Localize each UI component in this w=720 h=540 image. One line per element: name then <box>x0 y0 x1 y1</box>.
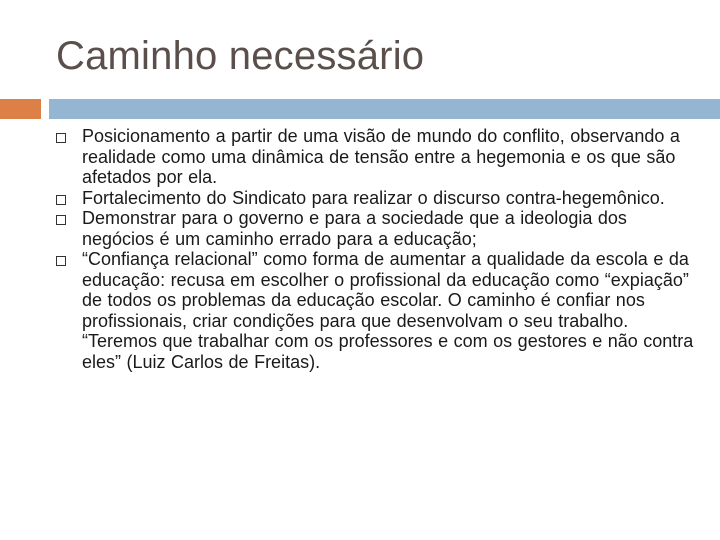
slide-title: Caminho necessário <box>56 34 425 78</box>
hollow-square-bullet-icon <box>56 256 66 266</box>
list-item <box>56 188 696 209</box>
hollow-square-bullet-icon <box>56 133 66 143</box>
bullet-text: Fortalecimento do Sindicato para realizar o discurso contra-hegemônico. <box>82 187 665 208</box>
bullet-text: Posicionamento a partir de uma visão de mundo do conflito, observando a realidade como uma dinâmica de tensão entre a hegemonia e os que são afetados por ela. <box>82 126 680 187</box>
accent-bar-orange <box>0 99 41 119</box>
hollow-square-bullet-icon <box>56 195 66 205</box>
bullet-list <box>56 126 696 372</box>
hollow-square-bullet-icon <box>56 215 66 225</box>
accent-bar-blue <box>49 99 720 119</box>
list-item <box>56 126 696 188</box>
list-item <box>56 249 696 372</box>
bullet-text: “Confiança relacional” como forma de aumentar a qualidade da escola e da educação: recusa em escolher o profissional da educação como “expiação” de todos os problemas da educação escolar. O caminho é confiar nos profissionais, criar condições para que desenvolvam o seu trabalho. “Teremos que trabalhar com os professores e com os gestores e não contra eles” (Luiz Carlos de Freitas). <box>82 249 694 372</box>
bullet-text: Demonstrar para o governo e para a sociedade que a ideologia dos negócios é um caminho errado para a educação; <box>82 208 627 249</box>
list-item <box>56 208 696 249</box>
